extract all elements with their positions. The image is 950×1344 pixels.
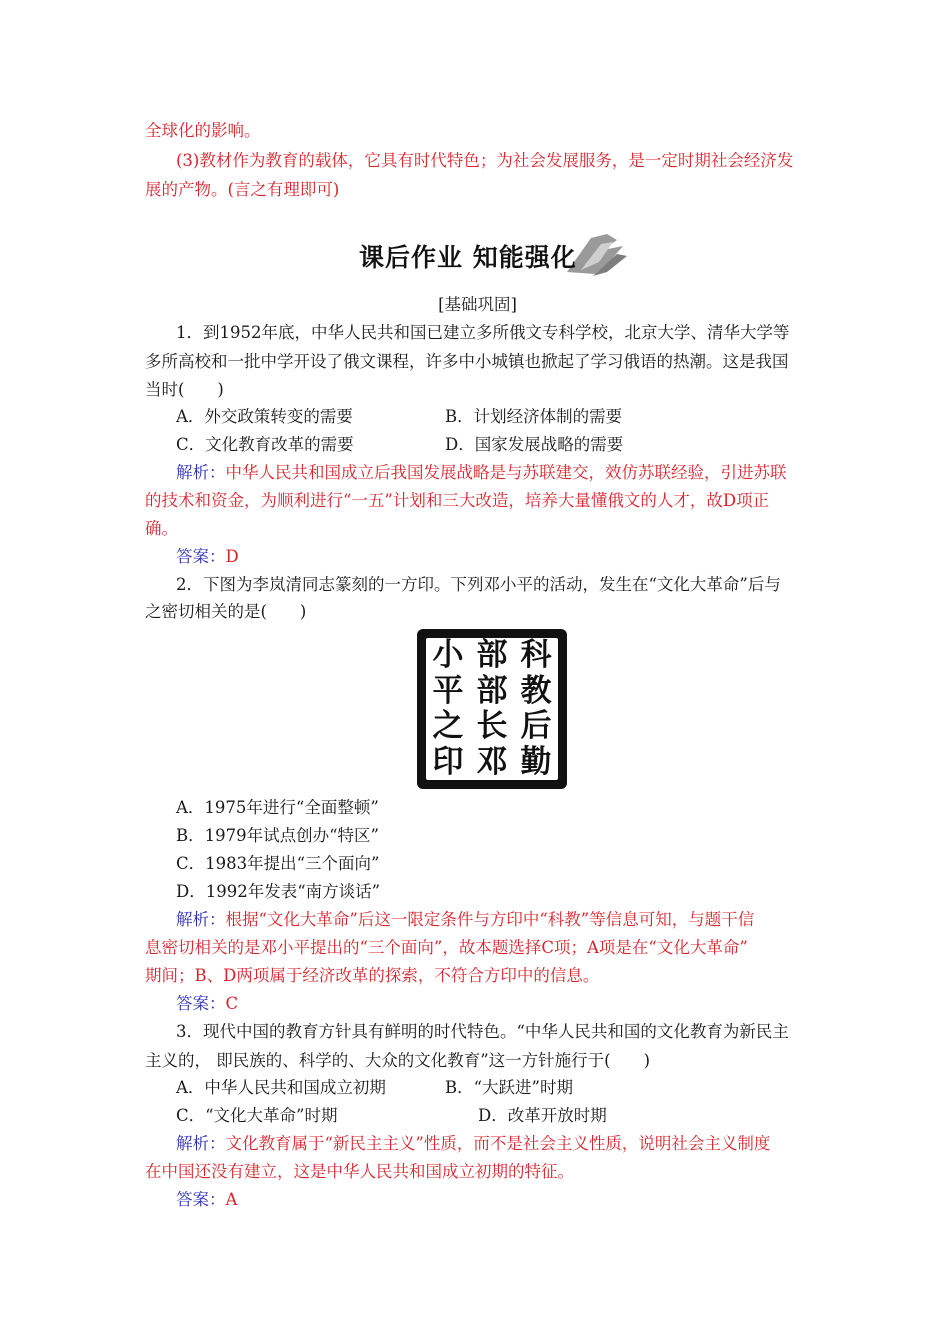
q3-analysis-line-1 [176, 1133, 810, 1155]
seal-char: 之 [432, 708, 464, 745]
q3-analysis-line-2: 在中国还没有建立，这是中华人民共和国成立初期的特征。 [145, 1162, 574, 1181]
q1-options-row-1 [176, 406, 810, 428]
seal-char: 教 [520, 672, 552, 709]
seal-char: 后 [520, 708, 552, 745]
q3-option-b: B．“大跃进”时期 [445, 1078, 573, 1097]
q2-analysis-label: 解析： [176, 910, 226, 929]
q1-option-b: B．计划经济体制的需要 [445, 407, 623, 426]
q2-answer-value: C [225, 994, 239, 1013]
q1-analysis-line-2: 的技术和资金，为顺利进行“一五”计划和三大改造，培养大量懂俄文的人才，故D项正 [145, 491, 770, 510]
seal-grid [426, 638, 558, 780]
q3-answer [176, 1189, 810, 1211]
seal-char: 长 [476, 708, 508, 745]
q3-stem-line-2: 主义的， 即民族的、科学的、大众的文化教育”这一方针施行于( ) [145, 1051, 651, 1070]
q2-analysis-line-3: 期间；B、D两项属于经济改革的探索，不符合方印中的信息。 [145, 966, 600, 985]
q2-option-c: C．1983年提出“三个面向” [176, 854, 380, 873]
q3-answer-label: 答案： [176, 1190, 226, 1209]
seal-char: 科 [520, 637, 552, 674]
seal-char: 部 [476, 637, 508, 674]
q1-option-d: D．国家发展战略的需要 [445, 435, 624, 454]
seal-char: 勤 [520, 743, 552, 780]
q1-option-a: A．外交政策转变的需要 [176, 407, 353, 426]
q1-analysis-line-1 [176, 462, 810, 484]
q2-analysis-line-2: 息密切相关的是邓小平提出的“三个面向”，故本题选择C项；A项是在“文化大革命” [145, 938, 748, 957]
q1-options-row-2 [176, 434, 810, 456]
q3-option-d: D．改革开放时期 [478, 1106, 607, 1125]
q3-option-c: C．“文化大革命”时期 [176, 1106, 338, 1125]
q3-options-row-2 [176, 1105, 810, 1127]
q1-answer-label: 答案： [176, 547, 226, 566]
seal-char: 平 [432, 672, 464, 709]
intro-line-1: 全球化的影响。 [145, 121, 261, 140]
intro-line-2: (3)教材作为教育的载体，它具有时代特色；为社会发展服务，是一定时期社会经济发 [176, 151, 794, 170]
q2-option-d: D．1992年发表“南方谈话” [176, 882, 381, 901]
section-title: 课后作业 知能强化 [359, 243, 577, 272]
seal-char: 小 [432, 637, 464, 674]
q3-analysis-text-1: 文化教育属于“新民主主义”性质，而不是社会主义性质，说明社会主义制度 [225, 1134, 771, 1153]
seal-image [417, 629, 567, 789]
q1-analysis-text-1: 中华人民共和国成立后我国发展战略是与苏联建交，效仿苏联经验，引进苏联 [225, 463, 787, 482]
intro-line-3: 展的产物。(言之有理即可) [145, 180, 340, 199]
section-title-banner [355, 232, 635, 280]
q2-stem-line-2: 之密切相关的是( ) [145, 602, 307, 621]
q3-option-a: A．中华人民共和国成立初期 [176, 1078, 386, 1097]
q1-answer-value: D [225, 547, 239, 566]
seal-char: 印 [432, 743, 464, 780]
q1-analysis-line-3: 确。 [145, 519, 178, 538]
q2-answer-label: 答案： [176, 994, 226, 1013]
q2-stem-line-1: 2．下图为李岚清同志篆刻的一方印。下列邓小平的活动，发生在“文化大革命”后与 [176, 575, 781, 594]
q2-option-a: A．1975年进行“全面整顿” [176, 798, 379, 817]
section-subtitle: [基础巩固] [438, 295, 517, 314]
q3-answer-value: A [225, 1190, 238, 1209]
q2-analysis-text-1: 根据“文化大革命”后这一限定条件与方印中“科教”等信息可知，与题干信 [225, 910, 755, 929]
seal-char: 邓 [476, 743, 508, 780]
q3-analysis-label: 解析： [176, 1134, 226, 1153]
q1-stem-line-2: 多所高校和一批中学开设了俄文课程，许多中小城镇也掀起了学习俄语的热潮。这是我国 [145, 352, 789, 371]
q1-option-c: C．文化教育改革的需要 [176, 435, 354, 454]
q1-stem-line-3: 当时( ) [145, 380, 224, 399]
q2-answer [176, 993, 810, 1015]
q2-analysis-line-1 [176, 909, 810, 931]
seal-char: 部 [476, 672, 508, 709]
q1-answer [176, 546, 810, 568]
q1-stem-line-1: 1．到1952年底，中华人民共和国已建立多所俄文专科学校，北京大学、清华大学等 [176, 323, 790, 342]
q1-analysis-label: 解析： [176, 463, 226, 482]
q3-options-row-1 [176, 1077, 810, 1099]
q2-option-b: B．1979年试点创办“特区” [176, 826, 379, 845]
q3-stem-line-1: 3．现代中国的教育方针具有鲜明的时代特色。“中华人民共和国的文化教育为新民主 [176, 1022, 789, 1041]
